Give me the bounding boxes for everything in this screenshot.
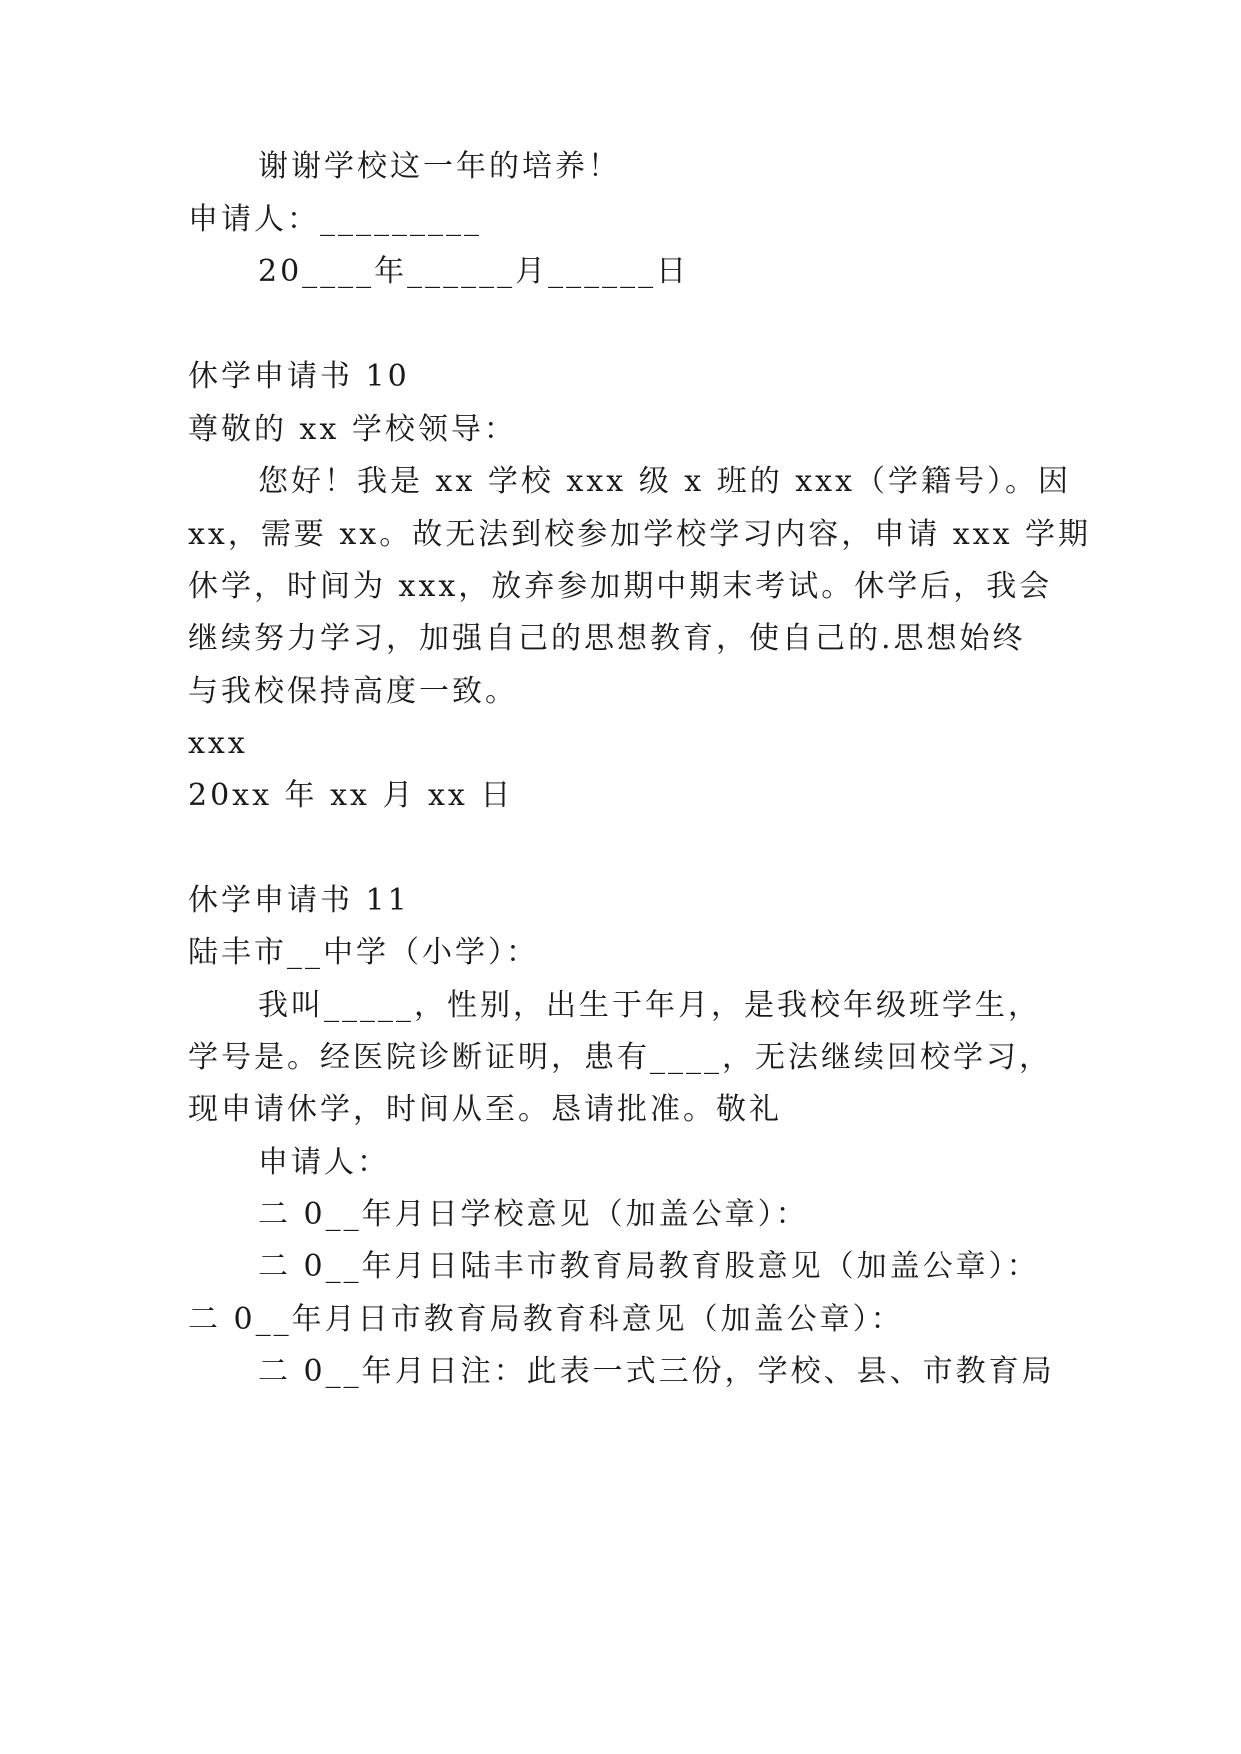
letter11-opinion-line: 二 0__年月日学校意见（加盖公章）： xyxy=(258,1197,809,1232)
letter10-salutation: 尊敬的 xx 学校领导： xyxy=(188,412,517,447)
letter11-applicant: 申请人： xyxy=(258,1145,390,1180)
thanks-line: 谢谢学校这一年的培养！ xyxy=(258,149,621,184)
letter10-date: 20xx 年 xx 月 xx 日 xyxy=(188,778,514,813)
letter11-opinion-line: 二 0__年月日注：此表一式三份，学校、县、市教育局 xyxy=(258,1354,1055,1389)
letter10-signature: xxx xyxy=(188,726,248,761)
letter10-body-line: 您好！我是 xx 学校 xxx 级 x 班的 xxx（学籍号）。因 xyxy=(258,464,1072,499)
date-line: 20____年______月______日 xyxy=(258,254,690,289)
letter11-body-line: 现申请休学，时间从至。恳请批准。敬礼 xyxy=(188,1092,782,1127)
letter11-body-line: 学号是。经医院诊断证明，患有____，无法继续回校学习， xyxy=(188,1040,1052,1075)
letter10-body-line: 继续努力学习，加强自己的思想教育，使自己的.思想始终 xyxy=(188,621,1026,656)
letter11-body-line: 我叫_____，性别，出生于年月，是我校年级班学生， xyxy=(258,988,1041,1023)
letter10-body-line: xx，需要 xx。故无法到校参加学校学习内容，申请 xxx 学期 xyxy=(188,517,1092,552)
applicant-line: 申请人：_________ xyxy=(188,202,482,237)
letter11-opinion-line: 二 0__年月日市教育局教育科意见（加盖公章）： xyxy=(188,1302,904,1337)
letter11-opinion-line: 二 0__年月日陆丰市教育局教育股意见（加盖公章）： xyxy=(258,1249,1040,1284)
letter11-salutation: 陆丰市__中学（小学）： xyxy=(188,935,539,970)
letter10-body-line: 与我校保持高度一致。 xyxy=(188,674,518,709)
letter10-title: 休学申请书 10 xyxy=(188,359,410,394)
letter10-body-line: 休学，时间为 xxx，放弃参加期中期末考试。休学后，我会 xyxy=(188,569,1053,604)
letter11-title: 休学申请书 11 xyxy=(188,883,410,918)
